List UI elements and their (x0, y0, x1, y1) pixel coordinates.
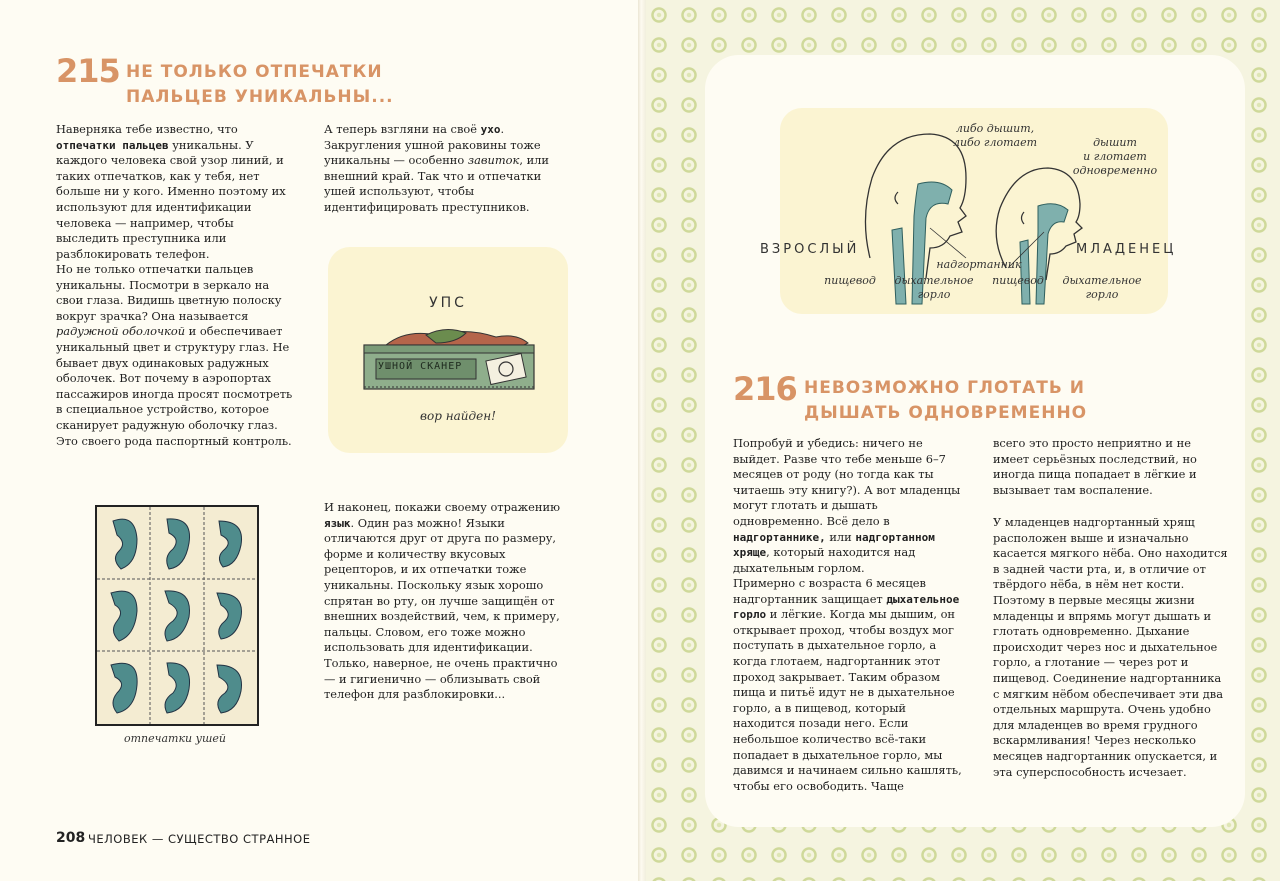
paragraph-ear: А теперь взгляни на своё ухо. Закругления ушной раковины тоже уникальны — особенно завиток, или внешний край. Так что и отпечатки ушей используют, чтобы идентифицировать преступников. (324, 122, 549, 214)
breathing-diagram (760, 108, 1177, 314)
page-number: 208 (56, 830, 86, 846)
trachea-label-baby: дыхательное горло (1062, 274, 1142, 301)
adult-note: либо дышит, либо глотает (952, 122, 1038, 149)
book-gutter (638, 0, 646, 881)
paragraph-babies: У младенцев надгортанный хрящ расположен выше и изначально касается мягкого нёба. Оно находится в задней части рта, и, в отличие от твёрдого нёба, в нём нет кости. Поэтому в первые месяцы жизни младенцы и впрямь могут дышать и глотать одновременно. Дыхание происходит через нос и дыхательное горло, а глотание — через рот и пищевод. Соединение надгортанника с мягким нёбом обеспечивает эти два отдельных маршрута. Очень удобно для младенцев во время грудного вскармливания! Через несколько месяцев надгортанник опускается, и эта суперспособность исчезает. (993, 515, 1228, 779)
paragraph-iris: Но не только отпечатки пальцев уникальны. Посмотри в зеркало на свои глаза. Видишь цветную полоску вокруг зрачка? Она называется радужной оболочкой и обеспечивает уникальный цвет и структуру глаз. Не бывает двух одинаковых радужных оболочек. Вот почему в аэропортах пассажиров иногда просят посмотреть в специальное устройство, которое сканирует радужную оболочку глаз. Это своего рода паспортный контроль. (56, 262, 293, 448)
ear-prints-grid (95, 505, 259, 726)
scanner-label: УШНОЙ СКАНЕР (378, 361, 463, 372)
adult-label: ВЗРОСЛЫЙ (760, 242, 860, 257)
trachea-label-adult: дыхательное горло (894, 274, 974, 301)
paragraph-epiglottis-intro: Попробуй и убедись: ничего не выйдет. Разве что тебе меньше 6–7 месяцев от роду (но тогда как ты читаешь эту книгу?). А вот младенцы могут глотать и дышать одновременно. Всё дело в надгортаннике, или надгортанном хряще, который находится над дыхательным горлом. (733, 436, 961, 575)
esophagus-label-baby: пищевод (992, 274, 1044, 287)
section-title-216: НЕВОЗМОЖНО ГЛОТАТЬ И ДЫШАТЬ ОДНОВРЕМЕННО (804, 378, 1088, 423)
paragraph-fingerprints: Наверняка тебе известно, что отпечатки пальцев уникальны. У каждого человека свой узор линий, и таких отпечатков, как у тебя, нет больше ни у кого. Именно поэтому их используют для идентификации человека — например, чтобы выследить преступника или разблокировать телефон. (56, 122, 286, 261)
paragraph-tongue: И наконец, покажи своему отражению язык. Один раз можно! Языки отличаются друг от друга по размеру, форме и количеству вкусовых рецепторов, и их отпечатки тоже уникальны. Поскольку язык хорошо спрятан во рту, он лучше защищён от внешних воздействий, чем, к примеру, пальцы. Словом, его тоже можно использовать для идентификации. Только, наверное, не очень практично — и гигиенично — облизывать свой телефон для разблокировки... (324, 500, 560, 702)
esophagus-label-adult: пищевод (824, 274, 876, 287)
section-title-215: НЕ ТОЛЬКО ОТПЕЧАТКИ ПАЛЬЦЕВ УНИКАЛЬНЫ... (126, 62, 394, 107)
paragraph-epiglottis-function: Примерно с возраста 6 месяцев надгортанник защищает дыхательное горло и лёгкие. Когда мы дышим, он открывает проход, чтобы воздух мог поступать в дыхательное горло, а когда глотаем, надгортанник этот проход закрывает. Таким образом пища и питьё идут не в дыхательное горло, а в пищевод, который находится позади него. Если небольшое количество всё-таки попадает в дыхательное горло, мы давимся и начинаем сильно кашлять, чтобы его освободить. Чаще (733, 576, 962, 793)
baby-note: дышит и глотает одновременно (1072, 136, 1158, 177)
section-number-215: 215 (56, 52, 120, 90)
ear-prints-caption: отпечатки ушей (123, 732, 227, 745)
ear-scanner-illustration (328, 247, 568, 453)
ear-prints-drawing (97, 507, 257, 724)
epiglottis-label: надгортанник (936, 258, 1022, 271)
scanner-oops-label: УПС (429, 295, 467, 311)
baby-label: МЛАДЕНЕЦ (1076, 242, 1177, 257)
chapter-title-footer: ЧЕЛОВЕК — СУЩЕСТВО СТРАННОЕ (88, 832, 311, 846)
section-number-216: 216 (733, 370, 797, 408)
scanner-caption: вор найден! (420, 409, 496, 423)
paragraph-choking: всего это просто неприятно и не имеет серьёзных последствий, но иногда пища попадает в лёгкие и вызывает там воспаление. (993, 436, 1197, 497)
